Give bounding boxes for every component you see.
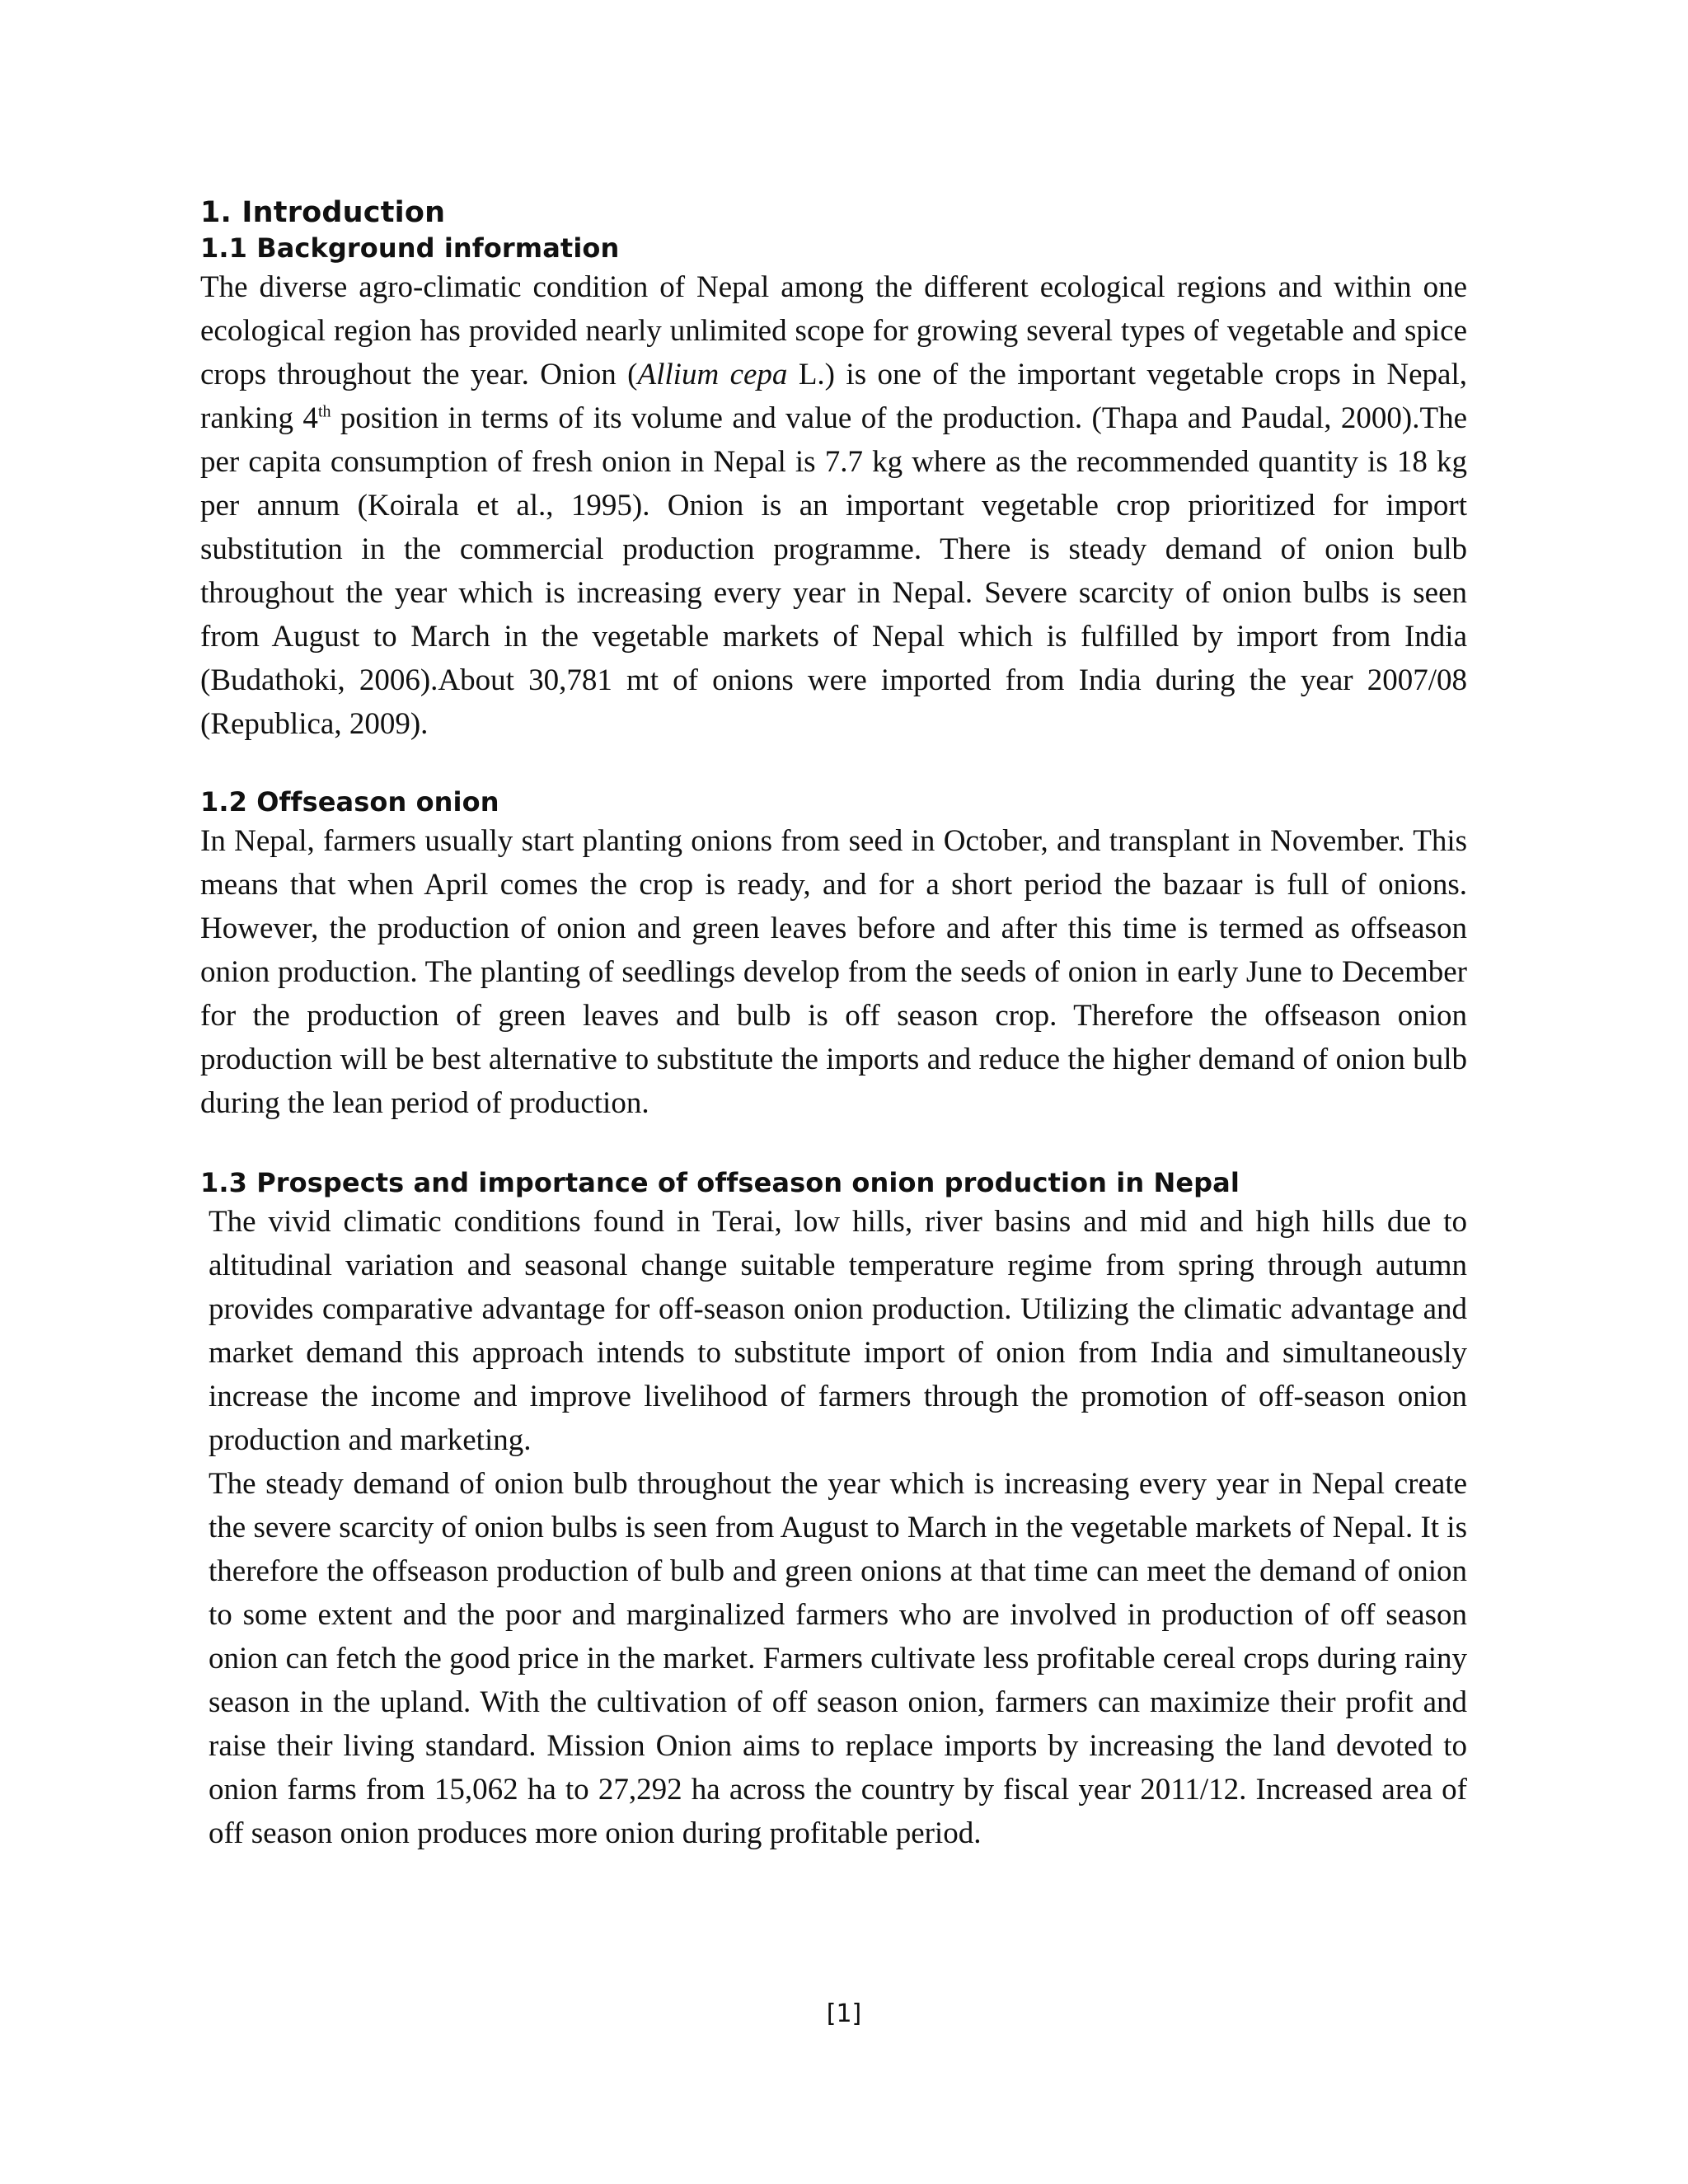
species-name: Allium cepa — [637, 358, 788, 391]
paragraph-background — [200, 265, 1467, 746]
spacer — [200, 746, 1467, 785]
paragraph-offseason: In Nepal, farmers usually start planting onions from seed in October, and transplant in November. This means that when April comes the crop is ready, and for a short period the bazaar is full of onions. However, the production of onion and green leaves before and after this time is termed as offseason onion production. The planting of seedlings develop from the seeds of onion in early June to December for the production of green leaves and bulb is off season crop. Therefore the offseason onion production will be best alternative to substitute the imports and reduce the higher demand of onion bulb during the lean period of production. — [200, 824, 1467, 1120]
paragraph-prospects-2: The steady demand of onion bulb throughout the year which is increasing every year in Nepal create the severe scarcity of onion bulbs is seen from August to March in the vegetable markets of Nepal. It is therefore the offseason production of bulb and green onions at that time can meet the demand of onion to some extent and the poor and marginalized farmers who are involved in production of off season onion can fetch the good price in the market. Farmers cultivate less profitable cereal crops during rainy season in the upland. With the cultivation of off season onion, farmers can maximize their profit and raise their living standard. Mission Onion aims to replace imports by increasing the land devoted to onion farms from 15,062 ha to 27,292 ha across the country by fiscal year 2011/12. Increased area of off season onion produces more onion during profitable period. — [209, 1467, 1467, 1850]
paragraph-background-part-2: L.) is one of the important vegetable crops in Nepal, ranking 4 — [200, 358, 1467, 435]
page-number: [1] — [826, 1999, 862, 2028]
paragraph-prospects-1: The vivid climatic conditions found in Terai, low hills, river basins and mid and high hills due to altitudinal variation and seasonal change suitable temperature regime from spring through autumn provides comparative advantage for off-season onion production. Utilizing the climatic advantage and market demand this approach intends to substitute import of onion from India and simultaneously increase the income and improve livelihood of farmers through the promotion of off-season onion production and marketing. — [209, 1205, 1467, 1457]
ordinal-suffix: th — [317, 402, 331, 421]
paragraph-background-part-1: The diverse agro-climatic condition of Nepal among the different ecological regions and within one ecological region has provided nearly unlimited scope for growing several types of vegetable and spice crops throughout the year. Onion ( — [200, 270, 1467, 391]
subsection-heading-background: 1.1 Background information — [200, 232, 620, 264]
paragraph-background-part-3: position in terms of its volume and value of the production. (Thapa and Paudal, 2000).The per capita consumption of fresh onion in Nepal is 7.7 kg where as the recommended quantity is 18 kg per annum (Koirala et al., 1995). Onion is an important vegetable crop prioritized for import substitution in the commercial production programme. There is steady demand of onion bulb throughout the year which is increasing every year in Nepal. Severe scarcity of onion bulbs is seen from August to March in the vegetable markets of Nepal which is fulfilled by import from India (Budathoki, 2006).About 30,781 mt of onions were imported from India during the year 2007/08 (Republica, 2009). — [200, 401, 1467, 741]
spacer — [200, 1125, 1467, 1165]
section-heading-introduction: 1. Introduction — [200, 196, 446, 229]
subsection-heading-offseason: 1.2 Offseason onion — [200, 786, 499, 818]
subsection-heading-prospects: 1.3 Prospects and importance of offseason onion production in Nepal — [200, 1167, 1240, 1198]
page-content — [200, 194, 1467, 1855]
